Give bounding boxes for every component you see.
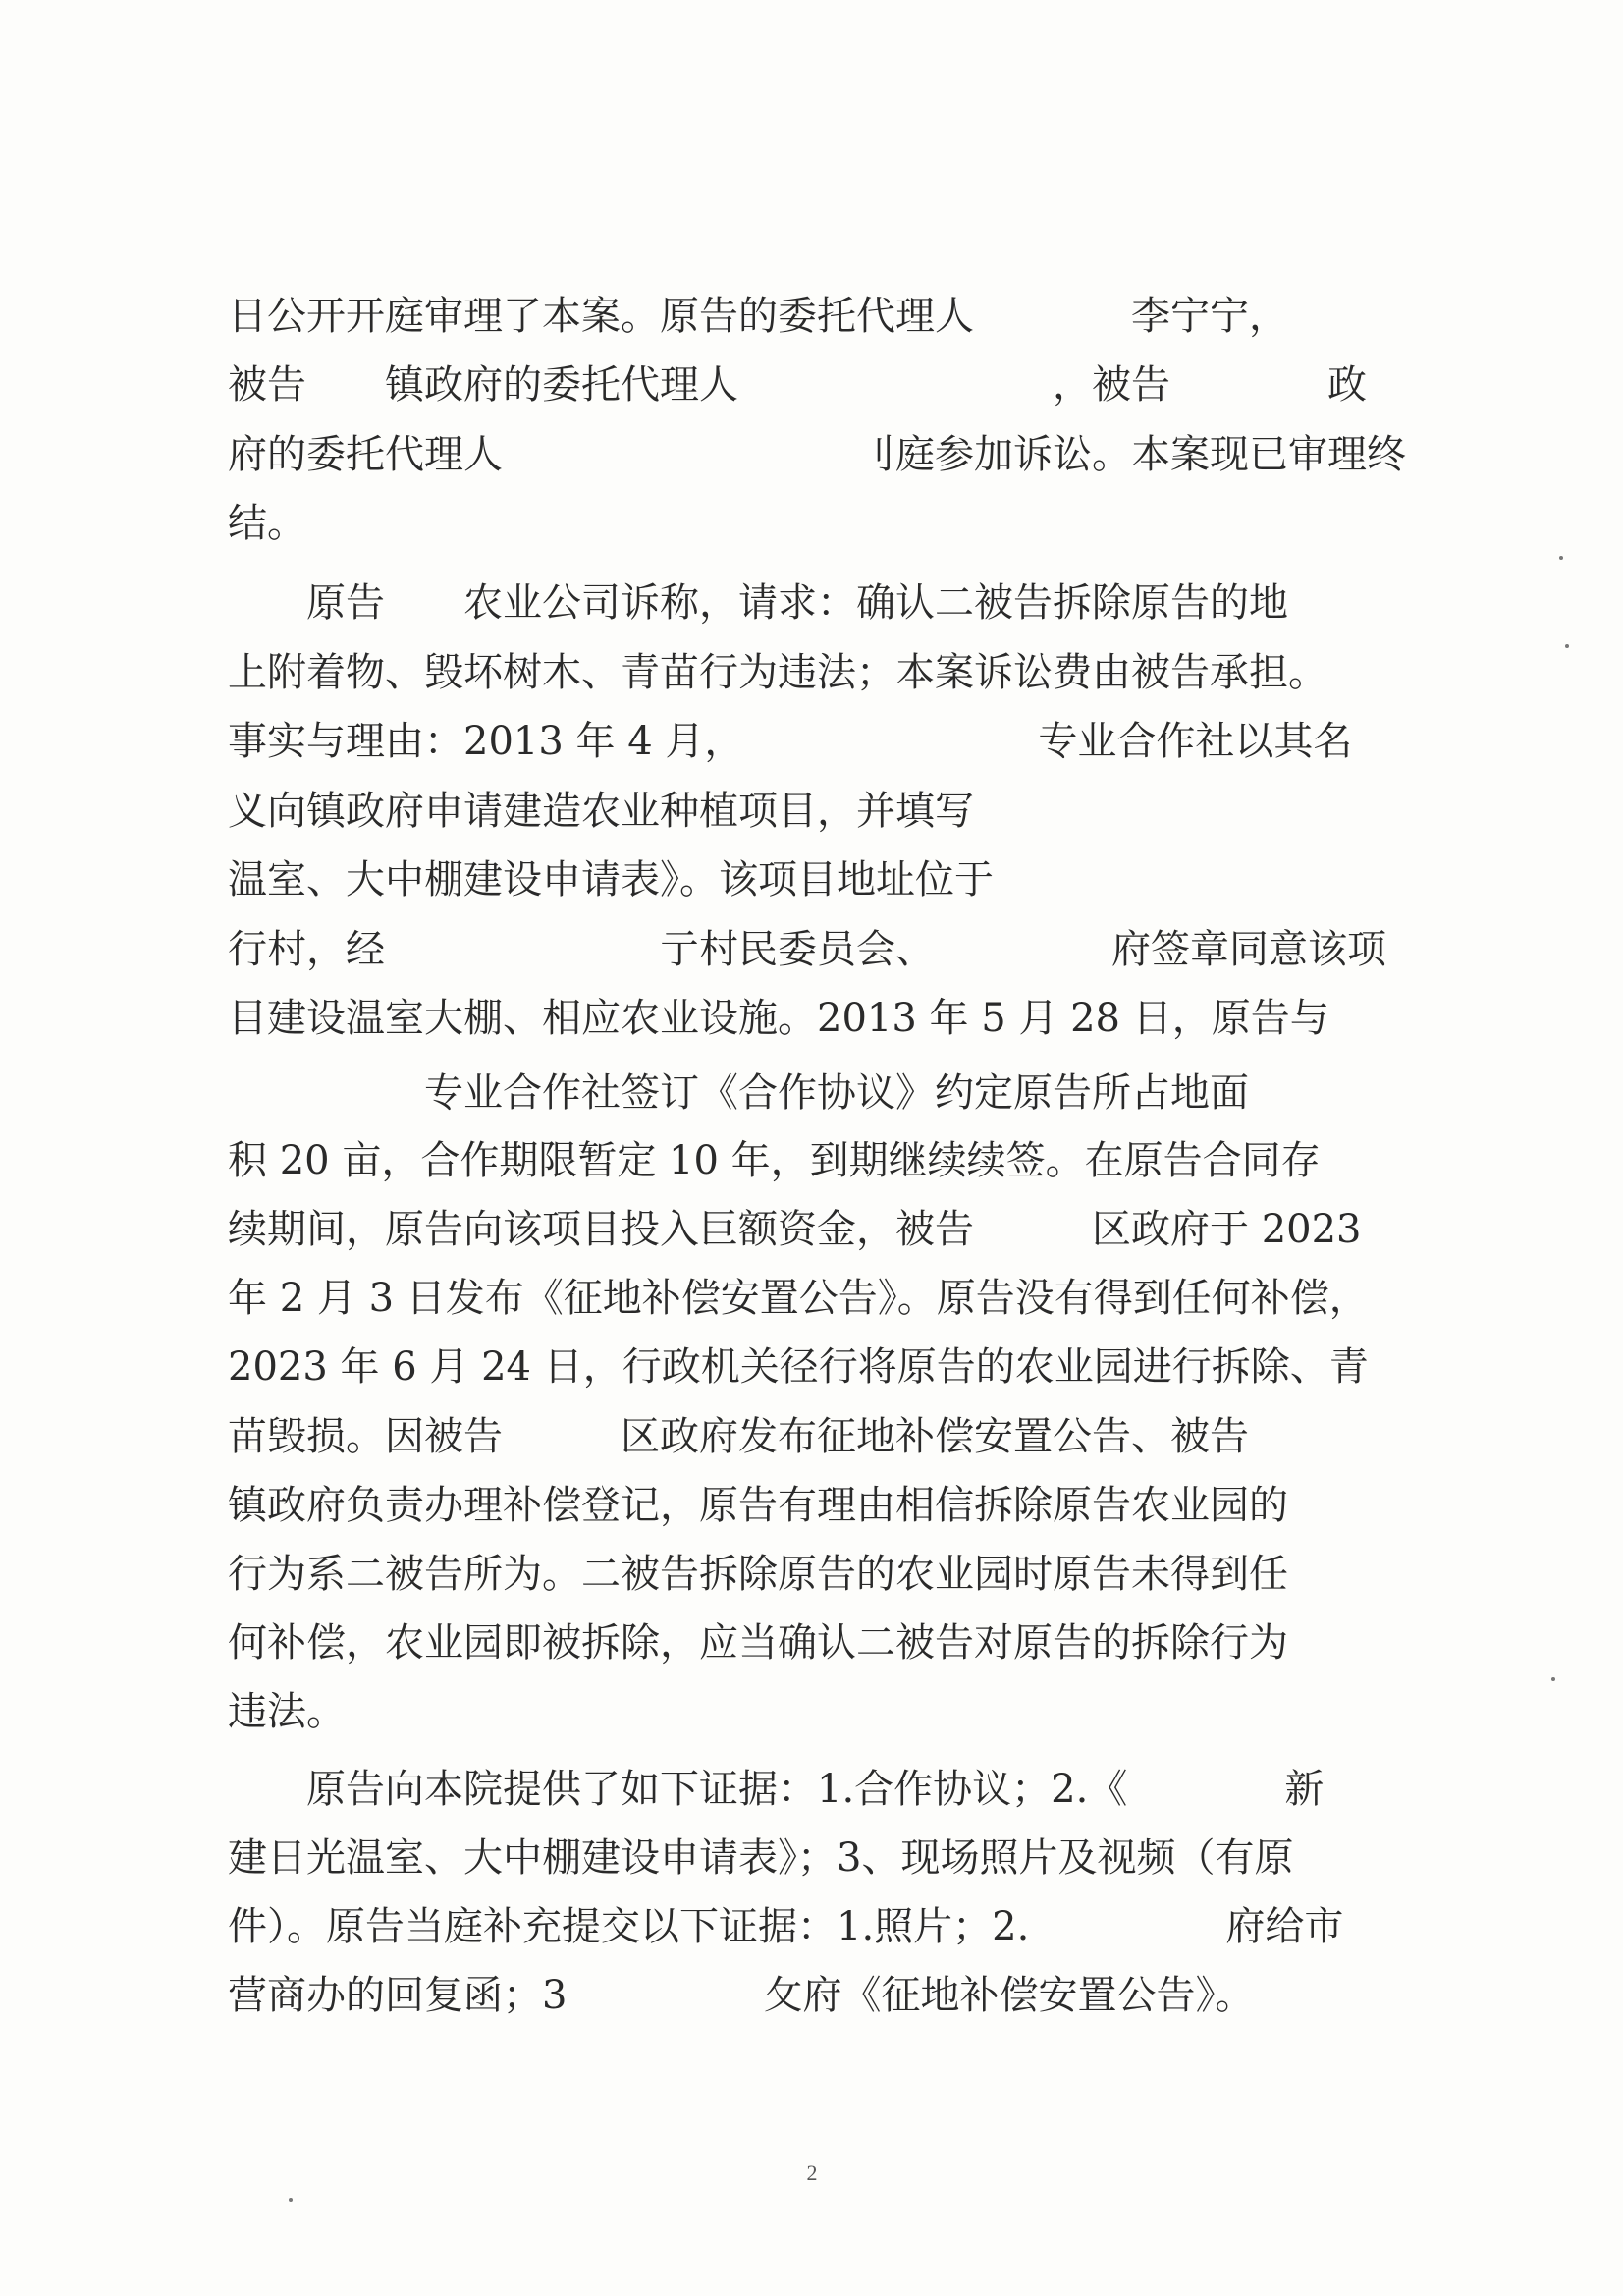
scan-speck [1551, 1677, 1555, 1681]
text-line: 行为系二被告所为。二被告拆除原告的农业园时原告未得到任 [228, 1552, 1288, 1597]
text-line: 营商办的回复函；3 攵府《征地补偿安置公告》。 [228, 1973, 1255, 2018]
text-line: 镇政府负责办理补偿登记，原告有理由相信拆除原告农业园的 [228, 1483, 1288, 1528]
text-line: 温室、大中棚建设申请表》。该项目地址位于 [228, 857, 994, 902]
text-line: 积 20 亩，合作期限暂定 10 年，到期继续续签。在原告合同存 [228, 1138, 1321, 1183]
text-line: 事实与理由：2013 年 4 月， 专业合作社以其名 [228, 719, 1353, 764]
page-number: 2 [806, 2160, 818, 2185]
text-line: 行村，经 亍村民委员会、 府签章同意该项 [228, 927, 1386, 972]
text-line: 件）。原告当庭补充提交以下证据：1.照片；2. 府给市 [228, 1904, 1344, 1949]
scan-speck [1565, 644, 1569, 648]
scan-speck [289, 2198, 293, 2202]
text-line: 上附着物、毁坏树木、青苗行为违法；本案诉讼费由被告承担。 [228, 650, 1327, 695]
text-line: 结。 [228, 501, 306, 546]
text-line: 续期间，原告向该项目投入巨额资金，被告 区政府于 2023 [228, 1207, 1362, 1252]
text-line: 2023 年 6 月 24 日，行政机关径行将原告的农业园进行拆除、青 [228, 1344, 1369, 1390]
text-line: 义向镇政府申请建造农业种植项目，并填写 [228, 789, 974, 834]
text-line: 被告 镇政府的委托代理人 ，被告 政 [228, 362, 1367, 408]
text-line: 原告 农业公司诉称，请求：确认二被告拆除原告的地 [228, 580, 1288, 626]
text-line: 建日光温室、大中棚建设申请表》；3、现场照片及视频（有原 [228, 1835, 1294, 1881]
text-line: 苗毁损。因被告 区政府发布征地补偿安置公告、被告 [228, 1414, 1249, 1459]
text-line: 原告向本院提供了如下证据：1.合作协议；2.《 新 [228, 1767, 1325, 1812]
text-line: 何补偿，农业园即被拆除，应当确认二被告对原告的拆除行为 [228, 1620, 1288, 1666]
text-line: 年 2 月 3 日发布《征地补偿安置公告》。原告没有得到任何补偿， [228, 1276, 1369, 1321]
text-line: 违法。 [228, 1689, 346, 1734]
text-line: 府的委托代理人 刂庭参加诉讼。本案现已审理终 [228, 432, 1406, 477]
text-line: 日公开开庭审理了本案。原告的委托代理人 李宁宁， [228, 294, 1288, 339]
scan-speck [1559, 556, 1563, 560]
text-line: 专业合作社签订《合作协议》约定原告所占地面 [228, 1070, 1249, 1116]
text-line: 目建设温室大棚、相应农业设施。2013 年 5 月 28 日，原告与 [228, 996, 1329, 1041]
